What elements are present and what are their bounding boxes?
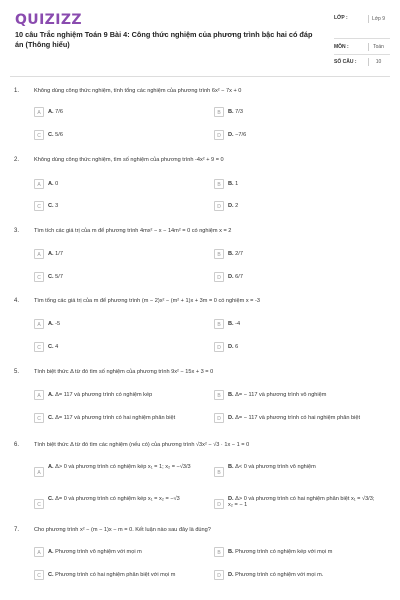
option-value: Δ= − 117 và phương trình vô nghiệm	[233, 391, 327, 398]
option-value: 1	[233, 180, 239, 187]
question-text: Không dùng công thức nghiệm, tính tổng các nghiệm của phương trình 6x² − 7x + 0	[34, 88, 242, 94]
option-value: Δ> 0 và phương trình có hai nghiệm phân biệt x₁ = √3/3; x₂ = − 1	[228, 495, 375, 509]
meta-value: 10	[368, 58, 388, 66]
option-letter-box: C	[34, 570, 44, 580]
option-text	[228, 392, 378, 399]
option-text	[228, 572, 378, 579]
option-label: D.	[228, 273, 234, 280]
option-label: D.	[228, 571, 234, 578]
option-text	[228, 132, 378, 139]
option-letter-box: A	[34, 390, 44, 400]
option-label: A.	[48, 108, 54, 115]
option-letter-box: B	[214, 319, 224, 329]
option-letter-box: B	[214, 179, 224, 189]
option-label: B.	[228, 463, 234, 470]
option-letter-box: A	[34, 467, 44, 477]
option-text	[228, 549, 378, 556]
option-text	[228, 181, 378, 188]
option-text	[48, 464, 198, 471]
question-number: 3.	[14, 228, 20, 234]
question-text: Tìm tổng các giá trị của m để phương trình (m − 2)x² − (m² + 1)x + 3m = 0 có nghiệm x = -3	[34, 298, 260, 304]
option-label: D.	[228, 202, 234, 209]
option-letter-box: A	[34, 249, 44, 259]
option-value: Δ= 0 và phương trình có nghiệm kép x₁ = x₂ = −√3	[53, 495, 180, 502]
option-text	[48, 549, 198, 556]
option-label: B.	[228, 180, 234, 187]
option-value: Phương trình vô nghiệm với mọi m	[53, 548, 142, 555]
option-value: 7/3	[233, 108, 243, 115]
question-text: Tính biệt thức Δ từ đó tìm các nghiệm (nếu có) của phương trình √3x² − √3 · 1x − 1 = 0	[34, 442, 250, 448]
option-letter-box: D	[214, 272, 224, 282]
option-text	[48, 251, 198, 258]
option-value: 7/6	[53, 108, 63, 115]
option-letter-box: A	[34, 107, 44, 117]
option-letter-box: D	[214, 130, 224, 140]
option-text	[228, 203, 378, 210]
option-letter-box: A	[34, 319, 44, 329]
question-text: Cho phương trình x² − (m − 1)x − m = 0. Kết luận nào sau đây là đúng?	[34, 527, 211, 533]
meta-key: LỚP :	[334, 15, 348, 21]
option-value: −7/6	[233, 131, 247, 138]
question-number: 2.	[14, 157, 20, 163]
option-label: C.	[48, 343, 54, 350]
option-letter-box: D	[214, 201, 224, 211]
option-value: 6/7	[233, 273, 243, 280]
option-value: 6	[233, 343, 239, 350]
question-number: 1.	[14, 88, 20, 94]
option-letter-box: C	[34, 413, 44, 423]
option-text	[48, 572, 198, 579]
option-letter-box: D	[214, 570, 224, 580]
option-value: Δ= 117 và phương trình có hai nghiệm phân biệt	[53, 414, 176, 421]
option-text	[228, 344, 378, 351]
option-letter-box: C	[34, 499, 44, 509]
option-text	[48, 496, 198, 503]
option-value: Δ= − 117 và phương trình có hai nghiệm phân biệt	[233, 414, 361, 421]
option-text	[228, 251, 378, 258]
option-letter-box: B	[214, 249, 224, 259]
question-number: 5.	[14, 369, 20, 375]
option-label: A.	[48, 180, 54, 187]
question-text: Tìm tích các giá trị của m để phương trình 4mx² − x − 14m² = 0 có nghiệm x = 2	[34, 228, 232, 234]
option-label: D.	[228, 343, 234, 350]
option-label: B.	[228, 391, 234, 398]
option-value: 2/7	[233, 250, 243, 257]
question-number: 7.	[14, 527, 20, 533]
option-label: C.	[48, 202, 54, 209]
option-text	[48, 321, 198, 328]
option-text	[48, 392, 198, 399]
meta-value: Lớp 9	[368, 15, 388, 23]
option-text	[228, 109, 378, 116]
meta-table	[334, 13, 390, 69]
option-value: Phương trình có nghiệm kép với mọi m	[233, 548, 333, 555]
option-label: D.	[228, 131, 234, 138]
option-value: -4	[233, 320, 241, 327]
meta-key: SỐ CÂU :	[334, 59, 357, 65]
option-value: 0	[53, 180, 59, 187]
option-value: Δ< 0 và phương trình vô nghiệm	[233, 463, 316, 470]
option-label: C.	[48, 571, 54, 578]
option-value: 1/7	[53, 250, 63, 257]
option-label: D.	[228, 414, 234, 421]
option-value: 5/7	[53, 273, 63, 280]
option-text	[48, 132, 198, 139]
option-text	[48, 203, 198, 210]
option-letter-box: C	[34, 272, 44, 282]
question-text: Không dùng công thức nghiệm, tìm số nghiệm của phương trình -4x² + 9 = 0	[34, 157, 224, 163]
option-text	[228, 415, 378, 422]
option-label: A.	[48, 320, 54, 327]
option-text	[48, 181, 198, 188]
option-label: C.	[48, 273, 54, 280]
option-label: C.	[48, 414, 54, 421]
page-title: 10 câu Trắc nghiệm Toán 9 Bài 4: Công thức nghiệm của phương trình bậc hai có đáp án (Thông hiểu)	[15, 30, 313, 49]
option-text	[48, 344, 198, 351]
option-label: A.	[48, 250, 54, 257]
meta-value: Toán	[368, 43, 388, 51]
option-value: 2	[233, 202, 239, 209]
option-letter-box: A	[34, 179, 44, 189]
option-letter-box: C	[34, 130, 44, 140]
option-value: -5	[53, 320, 61, 327]
option-label: D.	[228, 495, 234, 502]
option-value: Δ> 0 và phương trình có nghiệm kép x₁ = 1; x₂ = −√3/3	[53, 463, 191, 470]
option-value: Phương trình có nghiệm với mọi m.	[233, 571, 324, 578]
option-label: A.	[48, 391, 54, 398]
option-letter-box: B	[214, 107, 224, 117]
option-letter-box: B	[214, 390, 224, 400]
option-letter-box: B	[214, 467, 224, 477]
option-letter-box: D	[214, 413, 224, 423]
option-letter-box: B	[214, 547, 224, 557]
option-letter-box: D	[214, 342, 224, 352]
option-label: B.	[228, 250, 234, 257]
option-value: Δ= 117 và phương trình có nghiệm kép	[53, 391, 153, 398]
option-label: B.	[228, 108, 234, 115]
quizizz-logo: QUIZIZZ	[15, 12, 82, 28]
question-text: Tính biệt thức Δ từ đó tìm số nghiệm của phương trình 9x² − 15x + 3 = 0	[34, 369, 214, 375]
meta-row-class	[334, 13, 390, 39]
option-text	[228, 321, 378, 328]
option-letter-box: D	[214, 499, 224, 509]
meta-key: MÔN :	[334, 44, 349, 50]
option-text	[48, 109, 198, 116]
option-value: 5/6	[53, 131, 63, 138]
option-text	[228, 274, 378, 281]
option-label: A.	[48, 463, 54, 470]
option-value: Phương trình có hai nghiệm phân biệt với mọi m	[53, 571, 176, 578]
option-label: B.	[228, 320, 234, 327]
header-divider	[10, 76, 390, 77]
option-label: A.	[48, 548, 54, 555]
option-text	[48, 274, 198, 281]
option-value: 4	[53, 343, 59, 350]
page-header	[0, 0, 400, 72]
option-label: B.	[228, 548, 234, 555]
option-letter-box: C	[34, 201, 44, 211]
option-text	[228, 496, 378, 509]
option-letter-box: C	[34, 342, 44, 352]
question-number: 4.	[14, 298, 20, 304]
option-letter-box: A	[34, 547, 44, 557]
meta-row-subject	[334, 41, 390, 55]
option-label: C.	[48, 495, 54, 502]
option-text	[228, 464, 378, 471]
meta-row-count	[334, 57, 390, 69]
question-number: 6.	[14, 442, 20, 448]
option-value: 3	[53, 202, 59, 209]
option-text	[48, 415, 198, 422]
option-label: C.	[48, 131, 54, 138]
